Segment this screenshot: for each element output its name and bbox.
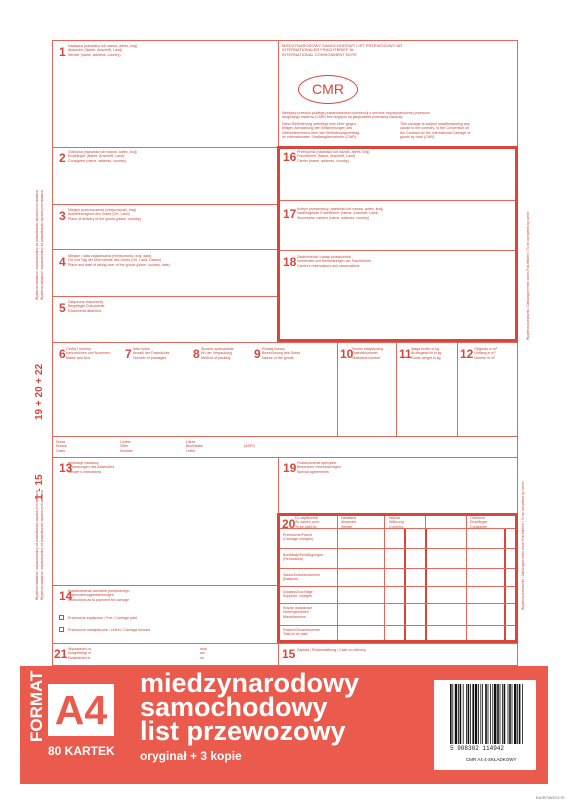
- title-line-3: list przewozowy: [140, 716, 346, 746]
- carriage-forward-checkbox[interactable]: [59, 627, 64, 632]
- barcode-bar: [512, 684, 513, 744]
- barcode-bar: [466, 684, 467, 744]
- charges-thick-col-c: [504, 528, 507, 640]
- barcode-bar: [452, 684, 453, 744]
- carrier-block: [277, 146, 518, 342]
- barcode-bar: [508, 684, 509, 744]
- barcode-bar: [517, 684, 518, 744]
- divider-below-4: [52, 296, 278, 297]
- cmr-logo: CMR: [298, 75, 358, 104]
- left-margin-text: Wypełnia nadawca i odpowiedzialny za prawidłowość wpisów jest nadawca: [35, 190, 39, 300]
- divider-col-10: [337, 342, 338, 436]
- format-label: FORMAT: [27, 670, 46, 742]
- barcode-bar: [502, 684, 503, 744]
- charges-col-sender: Nadawca Absender Sender: [341, 516, 357, 529]
- barcode-bar: [500, 684, 501, 744]
- letter-label: Litera Buchstabe Letter: [186, 440, 203, 453]
- box-8-number: 8: [193, 347, 200, 361]
- title-line-2: samochodowy: [140, 692, 328, 722]
- box-9-label: Rodzaj towaru Bezeichnung des Gutes Nature of the goods: [262, 347, 301, 360]
- charges-row-line-3: [280, 568, 515, 569]
- barcode-bar: [494, 684, 496, 744]
- box-15-label: Zapłata / Rückerstattung / Cash on delivery: [297, 648, 366, 652]
- box-7-number: 7: [125, 347, 132, 361]
- charges-row-line-6: [280, 625, 515, 626]
- box-17-number: 17: [283, 207, 297, 221]
- box-12-label: Objętość w m³ Umfang in m³ Volume in m³: [474, 347, 497, 360]
- box-16-label: Przewoźnik (nazwisko lub nazwa, adres, kraj) Frachtführer (Name, Anschrift, Land) Carrier (name, address, country): [297, 150, 370, 163]
- box-14-number: 14: [59, 589, 73, 603]
- divider-above-14: [52, 585, 278, 586]
- box-11-label: Waga brutto w kg Bruttogewicht in kg Gross weight in kg: [411, 347, 442, 360]
- charges-row-line-4: [280, 586, 515, 587]
- barcode-bar: [455, 684, 457, 744]
- barcode-number: 5 908302 114942: [450, 745, 505, 752]
- charges-row-reductions: Bonifikaty/Ermäßigungen (Reductions): [283, 553, 324, 562]
- carriage-paid-label: Przewoźne zapłacone / Frei / Carriage paid: [68, 616, 137, 620]
- left-range-1-15: 1 - 15: [34, 474, 45, 500]
- divider-below-class: [52, 457, 518, 458]
- divider-21-15: [278, 643, 279, 666]
- charges-col-4: [466, 516, 467, 640]
- box-14-label: Postanowienia odnośnie przewoźnego Frachtzahlungsanweisungen Instructions as to payment for carriage: [68, 589, 130, 602]
- adr-label: (ADR*): [244, 444, 256, 448]
- barcode-bar: [463, 684, 464, 744]
- box-5-number: 5: [59, 301, 66, 315]
- barcode-bar: [470, 684, 471, 744]
- convention-text-de: Diese Beförderung unterliegt trotz einer gegen- teiligen Abmachung den Bestimmungen des Übereinkommens über den Beförderungsvertrag im internationalen Straßengüterverkehr (CMR).: [282, 122, 360, 140]
- watermark: BIUROWE24.PL: [536, 795, 566, 800]
- charges-col-2: [384, 516, 385, 640]
- box-20-number: 20: [282, 517, 296, 531]
- charges-col-1: [337, 516, 338, 640]
- charges-row-line-5: [280, 603, 515, 604]
- divider-below-17: [280, 250, 515, 251]
- box-7-label: Ilość sztuk Anzahl der Packstücke Number of packages: [133, 347, 170, 360]
- box-3-label: Miejsce przeznaczenia (miejscowość, kraj) Auslieferungsort des Gutes (Ort, Land) Place of delivery of the goods (place, country): [68, 208, 141, 221]
- box-10-number: 10: [340, 347, 354, 361]
- cmr-header: MIEDZYNARODOWY SAMOCHODOWY LIST PRZEWOZOWY NR INTERNATIONALER FRACHTBRIEF Nr. INTERNATIONAL CONSIGNMENT NOTE: [282, 43, 403, 57]
- barcode-bar: [480, 684, 481, 744]
- sheet-count: 80 KARTEK: [48, 744, 115, 758]
- barcode-bar: [492, 684, 493, 744]
- charges-row-line-2: [280, 548, 515, 549]
- divider-below-3: [52, 249, 278, 250]
- divider-below-16: [280, 200, 515, 201]
- box-1-label: Nadawca (nazwisko lub nazwa, adres, kraj) Absender (Name, Anschrift, Land) Sender (name, address, country): [68, 44, 138, 57]
- box-12-number: 12: [460, 347, 474, 361]
- box-17-label: Kolejni przewoźnicy (nazwisko lub nazwa, adres, kraj) Nachfolgende Frachtführer (Name, Anschrift, Land) Successive carriers (name, address, country): [297, 207, 383, 220]
- box-21-date-label: dnia am on: [200, 647, 207, 660]
- divider-below-2: [52, 204, 278, 205]
- box-6-number: 6: [59, 347, 66, 361]
- barcode-bar: [478, 684, 479, 744]
- divider-above-21: [52, 643, 518, 644]
- divider-class-row: [52, 436, 518, 437]
- product-code: CMR A4 4-SKŁADKOWY: [466, 757, 517, 762]
- box-8-label: Sposób opakowania Art der Verpackung Method of packing: [201, 347, 234, 360]
- convention-text-en: This carriage is subject notwithstanding any clause to the contrary, to the Convention on the Contract for the International Carriage of goods by road (CMR).: [400, 122, 471, 140]
- left-range-19-22: 19 + 20 + 22: [34, 363, 45, 420]
- box-18-number: 18: [283, 255, 297, 269]
- subtitle: oryginał + 3 kopie: [140, 749, 242, 763]
- number-label: Liczba Ziffer Number: [120, 440, 133, 453]
- divider-col-11: [396, 342, 397, 436]
- charges-row-carriage: Przewoźne/Fracht (Carriage charges): [283, 533, 313, 542]
- carriage-paid-checkbox[interactable]: [59, 615, 64, 620]
- left-margin-text-3: Wypełnia nadawca i odpowiedzialny za prawidłowość wpisów jest nadawca: [35, 490, 39, 600]
- box-11-number: 11: [399, 347, 412, 361]
- divider-col-12: [457, 342, 458, 436]
- barcode-bar: [460, 684, 462, 744]
- barcode-bar: [482, 684, 483, 744]
- class-label: Klasa Klasse Class: [56, 440, 67, 453]
- box-4-number: 4: [59, 255, 66, 269]
- box-3-number: 3: [59, 209, 66, 223]
- divider-goods-top: [52, 342, 518, 343]
- right-margin-text-2: Wypełnia przewoźnik / Zahlungsvermerk durch Frachtführer / To be completed by carrier: [526, 211, 530, 340]
- barcode-bar: [485, 684, 487, 744]
- carriage-forward-label: Przewoźne niezapłacone / Unfrei / Carriage forward: [68, 628, 151, 632]
- box-5-label: Załączone dokumenty Beigefügte Dokumente Documents attached: [68, 300, 105, 313]
- convention-text-pl: Niniejszy przewóz podlega postanowieniom konwencji o umowie międzynarodowej przewozu drogowego towarów (CMR) bez względu na jakąkolwiek przeciwną klauzulę.: [282, 111, 431, 120]
- charges-col-currency: Waluta Währung Currency: [389, 516, 404, 529]
- charges-row-supplements: Dopłaty/Zuschläge Supplem. charges: [283, 590, 313, 599]
- box-2-number: 2: [59, 151, 66, 165]
- charges-row-total: Razem/Gesamtsumme Total to be paid: [283, 628, 320, 637]
- box-19-number: 19: [283, 461, 297, 475]
- charges-row-line-1: [280, 528, 515, 529]
- box-21-label: Wystawiono w Ausgefertigt in Established in: [68, 647, 91, 660]
- barcode-bar: [497, 684, 499, 744]
- barcode-bar: [468, 684, 470, 744]
- box-4-label: Miejsce i data załadowania (miejscowość, kraj, data) Ort und Tag der Übernahme des Gutes (Ort, Land, Datum) Place and date of taking over of the goods (place, country, date): [68, 254, 170, 267]
- barcode-bar: [488, 684, 489, 744]
- barcode-bar: [519, 684, 521, 744]
- title-line-1: miedzynarodowy: [140, 668, 360, 698]
- box-18-label: Zastrzeżenia i uwagi przewoźnika Vorbehalte und Bemerkungen der Frachtführer Carrier's reservations and observations: [297, 255, 372, 268]
- left-margin-text-2: Wypełnia nadawca i odpowiedzialny za prawidłowość wpisów jest nadawca: [40, 190, 44, 300]
- box-19-label: Postanowienia specjalne Besondere Vereinbarungen Special agreements: [297, 461, 341, 474]
- charges-thick-col-a: [404, 528, 407, 640]
- barcode-bar: [522, 684, 523, 744]
- divider-13-19: [278, 457, 279, 513]
- box-10-label: Numer statystyczny Statistiknummer Statistical number: [352, 347, 384, 360]
- charges-col-consignee: Odbiorca Empfänger Consignee: [470, 516, 488, 529]
- box-13-number: 13: [59, 461, 73, 475]
- charges-row-balance: Saldo/Zwischensumme (Balance): [283, 573, 321, 582]
- barcode-bar: [458, 684, 459, 744]
- charges-thick-col-b: [425, 528, 428, 640]
- box-13-label: Instrukcje nadawcy Anweisungen des Absenders Sender's instructions: [68, 461, 115, 474]
- divider-top-mid: [278, 40, 279, 147]
- barcode-bar: [504, 684, 506, 744]
- size-badge: A4: [48, 684, 114, 736]
- barcode: [450, 684, 524, 744]
- right-margin-text: Wypełnia przewoźnik / Zahlungsvermerk durch Frachtführer / To be completed by carrier: [521, 481, 525, 610]
- box-20-label: Do zapłacenia Zu zahlen vom: To be paid by: [295, 516, 320, 529]
- barcode-bar: [514, 684, 516, 744]
- charges-row-misc: Koszty dodatkowe Nebengebühren Miscellaneous: [283, 606, 313, 619]
- barcode-bar: [450, 684, 452, 744]
- box-16-number: 16: [283, 150, 297, 164]
- box-6-label: Cechy i numery Kennzeichen und Nummern Marks and Nos: [66, 347, 111, 360]
- left-margin-text-4: Wypełnia nadawca i odpowiedzialny za prawidłowość wpisów jest nadawca: [40, 490, 44, 600]
- barcode-bar: [509, 684, 511, 744]
- box-1-number: 1: [59, 45, 66, 59]
- barcode-bar: [475, 684, 477, 744]
- box-21-number: 21: [54, 647, 68, 661]
- barcode-bar: [472, 684, 474, 744]
- box-15-number: 15: [282, 647, 296, 661]
- box-2-label: Odbiorca (nazwisko lub nazwa, adres, kraj) Empfänger (Name, Anschrift, Land) Consignee (name, address, country): [68, 150, 137, 163]
- box-9-number: 9: [254, 347, 261, 361]
- barcode-bar: [490, 684, 491, 744]
